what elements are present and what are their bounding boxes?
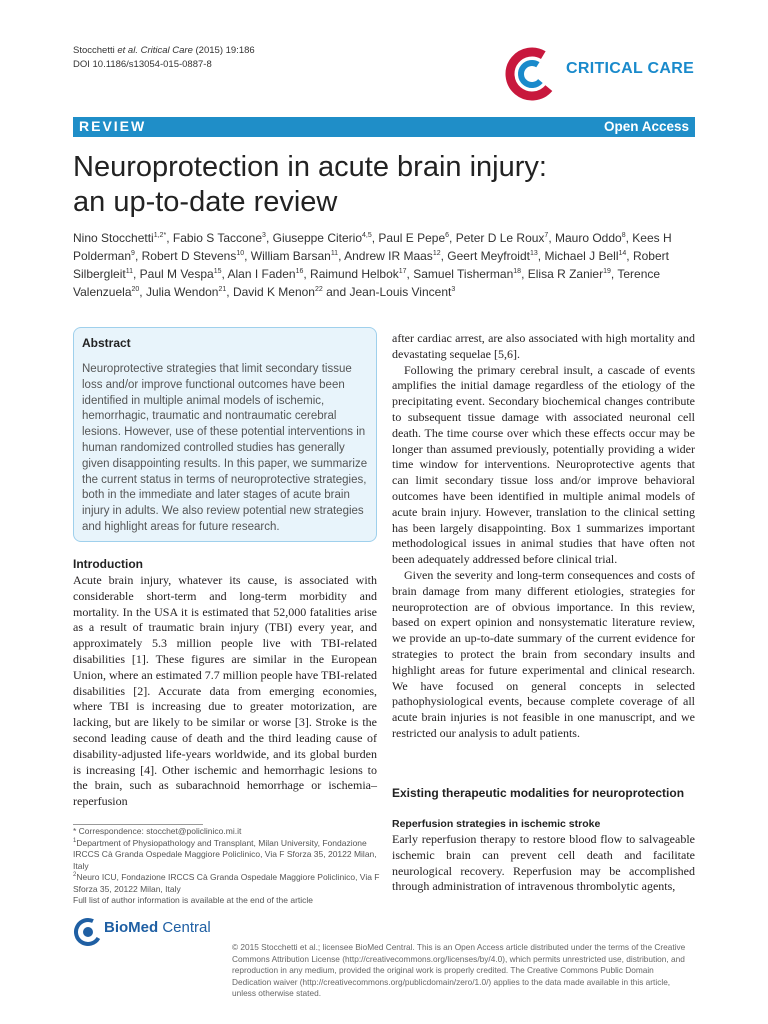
body-paragraph: Following the primary cerebral insult, a cascade of events amplifies the initial damage regardless of the etiology of the precipitating event. Secondary biochemical changes contribute to subsequent tissue damage with associated neuronal cell death. The time course over which these effects occur may be longer than assumed previously, potentially providing a wider time window for interventions. Neuroprotective agents that can limit secondary tissue loss and/or improve behavioral outcomes have been identified in multiple animal models of acute brain injury. However, translation to the clinical setting has been largely disappointing. Box 1 summarizes important methodological issues in animal studies that have often not been adequately addressed before clinical trial. bbox=[392, 362, 695, 567]
author-affiliation-sup: 11 bbox=[125, 268, 133, 275]
author-affiliation-sup: 20 bbox=[131, 286, 140, 293]
author-affiliation-sup: 11 bbox=[330, 250, 339, 257]
author-name[interactable]: Robert D Stevens$^{10}$ bbox=[141, 249, 245, 263]
author-name[interactable]: Fabio S Taccone$^3$ bbox=[172, 231, 266, 245]
body-paragraph: after cardiac arrest, are also associated with high mortality and devastating sequelae [5,6]. bbox=[392, 331, 695, 361]
author-affiliation-sup: 21 bbox=[218, 286, 227, 293]
author-name[interactable]: Paul M Vespa$^{15}$ bbox=[139, 267, 222, 281]
publisher-name: BioMed Central bbox=[104, 919, 211, 936]
author-name[interactable]: Paul E Pepe$^6$ bbox=[378, 231, 450, 245]
author-affiliation-sup: 18 bbox=[513, 268, 522, 275]
author-name[interactable]: Julia Wendon$^{21}$ bbox=[145, 285, 227, 299]
affiliation: $^1$Department of Physiopathology and Transplant, Milan University, Fondazione IRCCS Cà Granda Ospedale Maggiore Policlinico, Via F Sforza 35, 20122 Milan, Italy bbox=[73, 837, 377, 871]
affiliation: $^2$Neuro ICU, Fondazione IRCCS Cà Granda Ospedale Maggiore Policlinico, Via F Sforza 35, 20122 Milan, Italy bbox=[73, 872, 380, 894]
author-affiliation-sup: 3 bbox=[451, 286, 456, 293]
title-line: Neuroprotection in acute brain injury: bbox=[73, 151, 547, 183]
author-name[interactable]: Raimund Helbok$^{17}$ bbox=[310, 267, 407, 281]
author-affiliation-sup: 10 bbox=[236, 250, 245, 257]
author-affiliation-sup: 8 bbox=[621, 232, 626, 239]
body-paragraph: Given the severity and long-term consequences and costs of brain damage from many different etiologies, strategies for neuroprotection are of obvious importance. In this review, based on expert opinion and nonsystematic literature review, we provide an up-to-date summary of the current evidence for strategies to protect the brain from secondary insults and highlight areas for future experimental and clinical research. We have focused on general concepts in selected pathophysiological events, because complete coverage of all acute brain injuries is not feasible in one manuscript, and we restricted our analysis to adult patients. bbox=[392, 567, 695, 740]
author-affiliation-sup: 1,2* bbox=[153, 232, 167, 239]
author-name[interactable]: Geert Meyfroidt$^{13}$ bbox=[447, 249, 538, 263]
author-name[interactable]: William Barsan$^{11}$ bbox=[250, 249, 339, 263]
author-name[interactable]: David K Menon$^{22}$ bbox=[232, 285, 323, 299]
doi[interactable]: DOI 10.1186/s13054-015-0887-8 bbox=[73, 59, 212, 70]
author-name[interactable]: Elisa R Zanier$^{19}$ bbox=[527, 267, 611, 281]
open-access-label[interactable]: Open Access bbox=[603, 119, 689, 134]
introduction-paragraph: Acute brain injury, whatever its cause, is associated with considerable short-term and long-term morbidity and mortality. In the USA it is estimated that 52,000 fatalities arise as a result of traumatic brain injury (TBI) every year, and approximately 5.3 million people live with TBI-related disabilities [1]. These figures are similar in the European Union, where an estimated 7.7 million people have TBI-related disabilities [2]. Accurate data from emerging economies, where TBI is increasing due to greater motorization, are lacking, but are likely to be similar or worse [3]. Stroke is the second leading cause of death and the third leading cause of disability-adjusted life-years worldwide, and its global burden is increasing [4]. Other ischemic and hemorrhagic lesions to the brain, such as subarachnoid hemorrhage or ischemia–reperfusion bbox=[73, 573, 377, 809]
author-affiliation-sup: 16 bbox=[295, 268, 304, 275]
author-affiliation-sup: 9 bbox=[131, 250, 135, 257]
author-name[interactable]: Terence Valenzuela$^{20}$ bbox=[73, 267, 661, 299]
abstract-text: Neuroprotective strategies that limit secondary tissue loss and/or improve functional outcomes have been identified in multiple animal models of ischemic, hemorrhagic, traumatic and nontraumatic cerebral lesions. However, use of these potential interventions in human randomized controlled studies has generally given disappointing results. In this paper, we summarize the current status in terms of neuroprotective strategies, both in the immediate and later stages of acute brain injury in adults. We also review potential new strategies and highlight areas for future research. bbox=[82, 363, 368, 533]
author-name[interactable]: Kees H Polderman$^9$ bbox=[73, 231, 672, 263]
journal-logo-text: CRITICAL CARE bbox=[566, 60, 695, 77]
body-paragraph: Early reperfusion therapy to restore blood flow to salvageable ischemic brain can prevent cell death and facilitate neurological recovery. Reperfusion may be accomplished through administration of intravenous thrombolytic agents, bbox=[392, 832, 695, 894]
citation-line: Stocchetti et al. Critical Care (2015) 19:186 bbox=[73, 45, 255, 56]
article-type-banner bbox=[73, 117, 695, 137]
correspondence-note[interactable]: * Correspondence: stocchet@policlinico.mi.it bbox=[73, 826, 242, 836]
abstract-box bbox=[73, 327, 377, 542]
author-affiliation-sup: 22 bbox=[314, 286, 323, 293]
author-affiliation-sup: 7 bbox=[544, 232, 549, 239]
author-name[interactable]: Mauro Oddo$^8$ bbox=[555, 231, 626, 245]
author-info-note: Full list of author information is available at the end of the article bbox=[73, 895, 314, 905]
author-affiliation-sup: 14 bbox=[618, 250, 627, 257]
right-column-text bbox=[392, 331, 695, 742]
author-affiliation-sup: 15 bbox=[213, 268, 222, 275]
article-title bbox=[73, 150, 693, 220]
title-line: an up-to-date review bbox=[73, 186, 338, 218]
footnote-divider bbox=[73, 824, 203, 825]
article-type-label: REVIEW bbox=[79, 118, 147, 134]
introduction-heading: Introduction bbox=[73, 557, 143, 571]
author-name[interactable]: Alan I Faden$^{16}$ bbox=[227, 267, 304, 281]
footnotes bbox=[73, 826, 383, 907]
author-name[interactable]: Nino Stocchetti$^{1,2*}$ bbox=[73, 231, 167, 245]
abstract-heading: Abstract bbox=[82, 336, 131, 350]
author-affiliation-sup: 13 bbox=[529, 250, 538, 257]
subsection-heading: Reperfusion strategies in ischemic stroke bbox=[392, 818, 601, 830]
author-name[interactable]: Giuseppe Citerio$^{4,5}$ bbox=[272, 231, 372, 245]
author-affiliation-sup: 6 bbox=[445, 232, 450, 239]
author-affiliation-sup: 4,5 bbox=[362, 232, 372, 239]
author-conjunction: and bbox=[322, 285, 350, 299]
author-name[interactable]: Robert Silbergleit$^{11}$ bbox=[73, 249, 669, 281]
author-name[interactable]: Peter D Le Roux$^7$ bbox=[455, 231, 549, 245]
author-list: Nino Stocchetti$^{1,2*}$, Fabio S Taccone$^3$, Giuseppe Citerio$^{4,5}$, Paul E Pepe$^6$, Peter D Le Roux$^7$, Mauro Oddo$^8$, Kees H Polderman$^9$, Robert D Stevens$^{10}$, William Barsan$^{11}$, Andrew IR Maas$^{12}$, Geert Meyfroidt$^{13}$, Michael J Bell$^{14}$, Robert Silbergleit$^{11}$, Paul M Vespa$^{15}$, Alan I Faden$^{16}$, Raimund Helbok$^{17}$, Samuel Tisherman$^{18}$, Elisa R Zanier$^{19}$, Terence Valenzuela$^{20}$, Julia Wendon$^{21}$, David K Menon$^{22}$ and Jean-Louis Vincent$^3$ bbox=[73, 231, 672, 299]
author-name[interactable]: Andrew IR Maas$^{12}$ bbox=[344, 249, 441, 263]
author-affiliation-sup: 12 bbox=[432, 250, 441, 257]
author-name[interactable]: Samuel Tisherman$^{18}$ bbox=[413, 267, 522, 281]
author-name[interactable]: Jean-Louis Vincent$^3$ bbox=[349, 285, 456, 299]
author-affiliation-sup: 3 bbox=[262, 232, 266, 239]
citation-header bbox=[73, 44, 255, 72]
section-heading: Existing therapeutic modalities for neuroprotection bbox=[392, 786, 685, 800]
author-affiliation-sup: 17 bbox=[398, 268, 407, 275]
license-text: © 2015 Stocchetti et al.; licensee BioMed Central. This is an Open Access article distributed under the terms of the Creative Commons Attribution License (http://creativecommons.org/licenses/by/4.0), which permits unrestricted use, distribution, and reproduction in any medium, provided the original work is properly credited. The Creative Commons Public Domain Dedication waiver (http://creativecommons.org/publicdomain/zero/1.0/) applies to the data made available in this article, unless otherwise stated. bbox=[232, 942, 686, 998]
author-name[interactable]: Michael J Bell$^{14}$ bbox=[544, 249, 627, 263]
author-affiliation-sup: 19 bbox=[603, 268, 611, 275]
biomed-central-logo-icon[interactable] bbox=[73, 917, 103, 947]
